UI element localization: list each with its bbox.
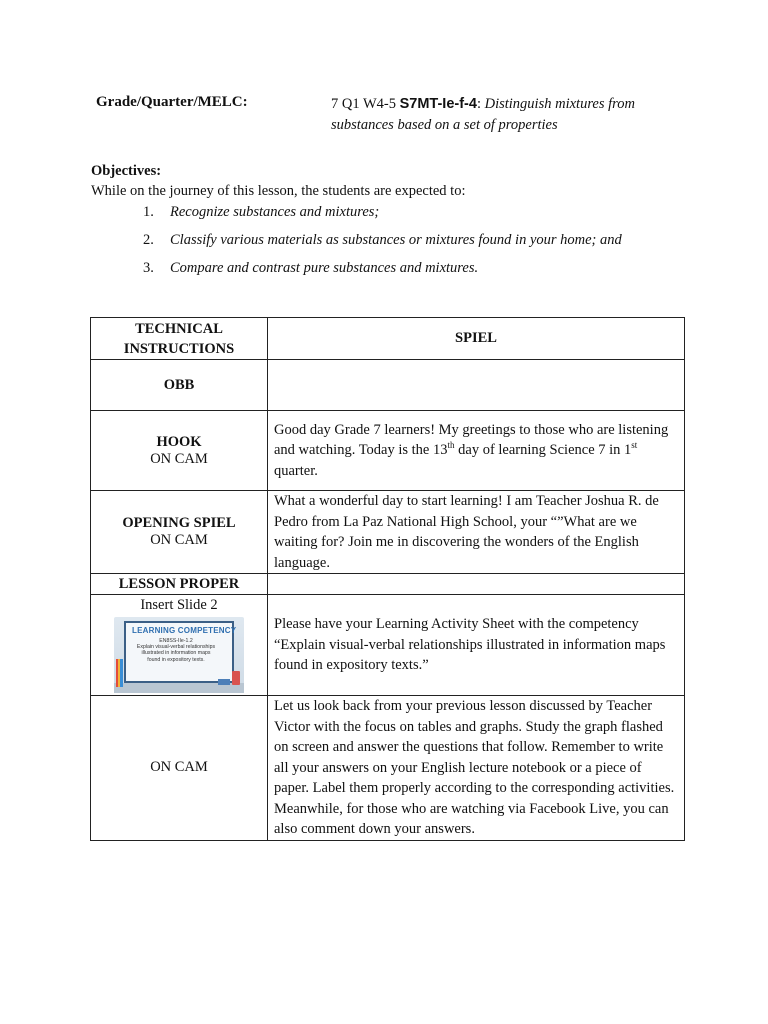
hook-spiel-b: day of learning Science 7 in 1 [454, 442, 632, 459]
melc-week: 7 Q1 W4-5 [331, 96, 400, 112]
table-row-oncam [91, 696, 685, 841]
melc-description: Distinguish mixtures from substances based on a set of properties [331, 96, 635, 133]
table-row-hook [91, 411, 685, 491]
cup-icon [232, 671, 240, 685]
melc-label: Grade/Quarter/MELC: [96, 94, 248, 110]
melc-value [331, 94, 691, 136]
objective-text: Classify various materials as substances or mixtures found in your home; and [170, 232, 622, 248]
header-line-1: TECHNICAL [135, 320, 223, 337]
lesson-proper-spiel [268, 574, 685, 595]
table-header-row [91, 318, 685, 360]
table-row-opening [91, 491, 685, 574]
pencils-icon [116, 659, 123, 687]
hook-spiel-a: Good day Grade 7 learners! My greetings to those who are listening and watching. Today is the 13 [274, 421, 669, 459]
slide-code: EN8SS-IIe-1.2 [159, 638, 193, 644]
script-table [90, 317, 685, 841]
slide-instruction [91, 595, 268, 696]
melc-separator: : [476, 96, 485, 112]
hook-instruction [91, 411, 268, 491]
header-line-2: INSTRUCTIONS [123, 340, 235, 357]
objectives-title: Objectives: [91, 163, 162, 179]
slide-thumbnail [114, 617, 244, 693]
hook-sup-a: th [447, 440, 455, 451]
header-technical-instructions [91, 318, 268, 360]
slide-spiel: Please have your Learning Activity Sheet with the competency “Explain visual-verbal relationships illustrated in information maps found in expository texts.” [268, 595, 685, 696]
opening-label: OPENING SPIEL [122, 515, 236, 531]
objective-number: 2. [143, 232, 154, 248]
objective-text: Recognize substances and mixtures; [170, 204, 380, 220]
obb-spiel [268, 360, 685, 411]
table-row-lesson-proper [91, 574, 685, 595]
table-row-slide [91, 595, 685, 696]
oncam-spiel: Let us look back from your previous lesson discussed by Teacher Victor with the focus on tables and graphs. Study the graph flashed on screen and answer the questions that follow. Remember to write all your answers on your English lecture notebook or a piece of paper. Label them properly according to the corresponding activities. Meanwhile, for those who are watching via Facebook Live, you can also comment down your answers. [268, 696, 685, 841]
books-icon [218, 679, 230, 685]
hook-spiel [268, 411, 685, 491]
opening-sub: ON CAM [150, 532, 208, 548]
objective-number: 1. [143, 204, 154, 220]
opening-spiel: What a wonderful day to start learning! I am Teacher Joshua R. de Pedro from La Paz National High School, your “”What are we waiting for? Join me in discovering the wonders of the English language. [268, 491, 685, 574]
table-row-obb [91, 360, 685, 411]
objectives-intro: While on the journey of this lesson, the students are expected to: [91, 183, 466, 199]
hook-sub: ON CAM [150, 450, 208, 467]
opening-instruction [91, 491, 268, 574]
slide-text: Explain visual-verbal relationships illustrated in information maps found in expository texts. [136, 644, 216, 663]
lesson-proper-label: LESSON PROPER [91, 574, 268, 595]
objective-number: 3. [143, 260, 154, 276]
whiteboard-image [124, 621, 237, 683]
slide-body [136, 638, 216, 663]
slide-label: Insert Slide 2 [140, 597, 218, 613]
hook-spiel-c: quarter. [274, 462, 318, 479]
oncam-label: ON CAM [91, 696, 268, 841]
hook-label: HOOK [156, 433, 202, 450]
header-spiel: SPIEL [268, 318, 685, 360]
objective-text: Compare and contrast pure substances and mixtures. [170, 260, 479, 276]
slide-title: LEARNING COMPETENCY [132, 626, 237, 635]
obb-label: OBB [91, 360, 268, 411]
hook-sup-b: st [631, 440, 638, 451]
melc-code: S7MT-Ie-f-4 [399, 96, 477, 112]
